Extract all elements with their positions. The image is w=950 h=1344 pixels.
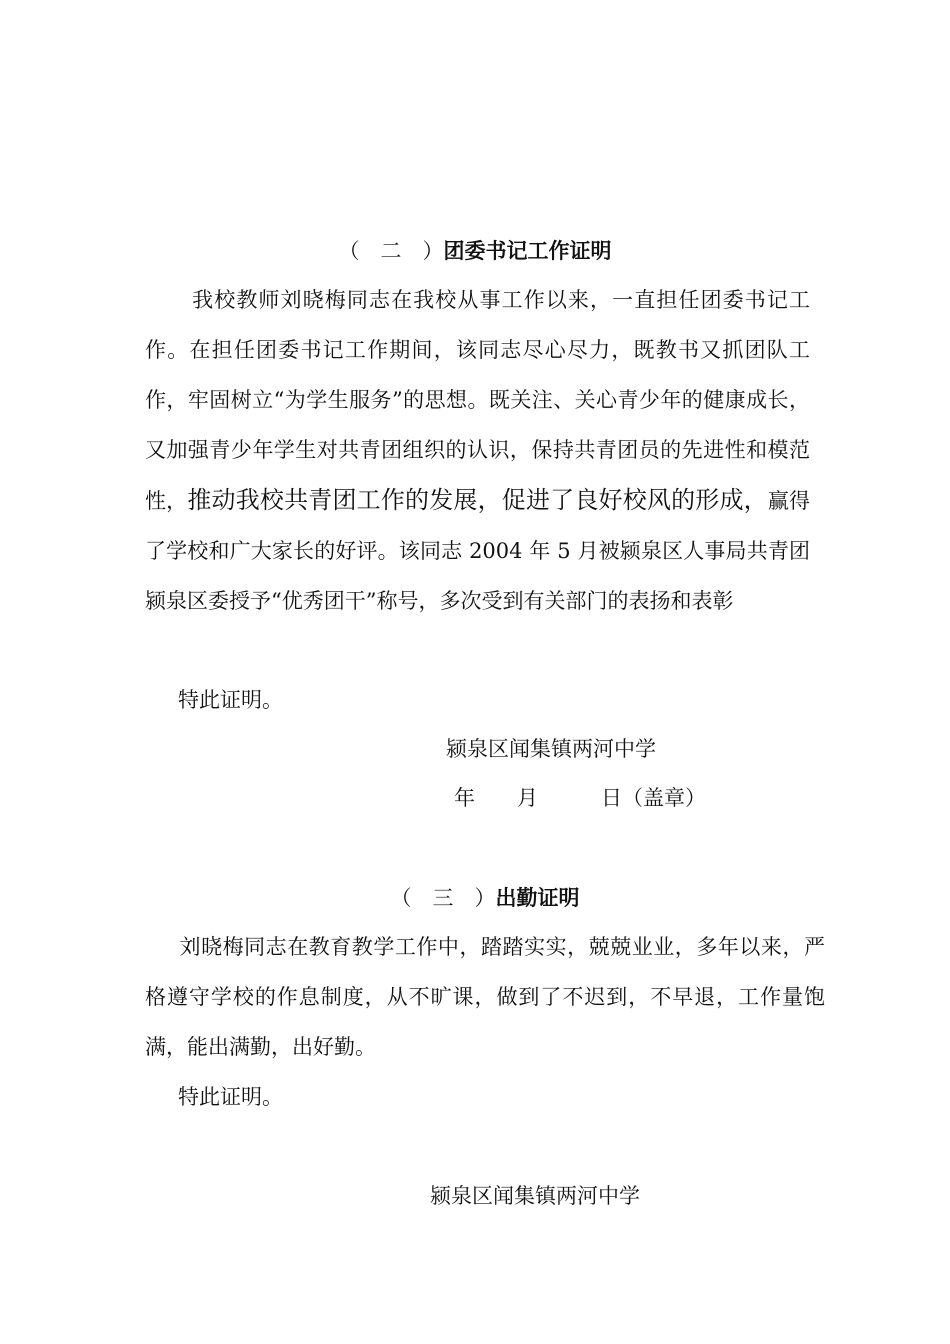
body-text-2a: 我校教师刘晓梅同志在我校从事工作以来，一直担任团委书记工作。在担任团委书记工作期间，该同志尽心尽力，既教书又抓团队工作，牢固树立“为学生服务”的思想。既关注、关心青少年的健康成长，又加强青少年学生对共青团组织的认识，保持共青团员的先进性和模范性， (145, 288, 810, 513)
section-heading-3 (0, 883, 950, 913)
body-text-3: 刘晓梅同志在教育教学工作中，踏踏实实，兢兢业业，多年以来，严格遵守学校的作息制度，从不旷课，做到了不迟到，不早退，工作量饱满，能出满勤，出好勤。 (145, 935, 825, 1059)
section-number-3: （ 三 ） (390, 886, 496, 910)
date-seal-line: 年 月 日（盖章） (454, 786, 706, 810)
section-body-2 (145, 275, 810, 626)
body-text-2b-emphasis: 推动我校共青团工作的发展，促进了良好校风的形成， (187, 486, 768, 514)
closing-2: 特此证明。 (178, 688, 283, 712)
section-number-2: （ 二 ） (338, 239, 444, 263)
section-body-3 (145, 922, 825, 1072)
section-title-3: 出勤证明 (495, 885, 580, 910)
closing-3: 特此证明。 (178, 1085, 283, 1109)
body-text-2c: 赢得了学校和广大家长的好评。该同志 2004 年 5 月被颍泉区人事局共青团颍泉区委授予“优秀团干”称号，多次受到有关部门的表扬和表彰 (145, 489, 811, 613)
organization-3: 颍泉区闻集镇两河中学 (430, 1184, 640, 1208)
section-title-2: 团委书记工作证明 (443, 238, 612, 263)
organization-2: 颍泉区闻集镇两河中学 (446, 737, 656, 761)
section-heading-2 (0, 236, 950, 266)
